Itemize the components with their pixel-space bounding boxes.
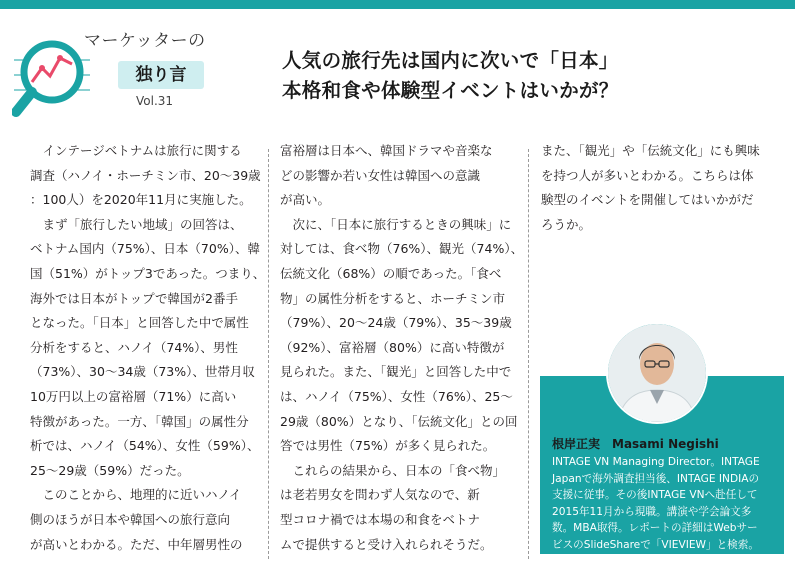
text-line: 次に、「日本に旅行するときの興味」に [280,216,512,232]
top-accent-bar [0,0,795,9]
text-line: 側のほうが日本や韓国への旅行意向 [30,511,231,527]
text-line: が高い。 [280,192,331,208]
headline-line: 人気の旅行先は国内に次いで「日本」 [282,49,619,72]
text-line: まず「旅行したい地域」の回答は、 [30,216,243,232]
article-column-1 [30,139,266,557]
author-photo [606,322,708,424]
headline-line: 本格和食や体験型イベントはいかが？ [282,79,619,102]
series-title: マーケッターの [84,31,206,51]
text-line: 特徴があった。一方、「韓国」の属性分 [30,413,249,429]
text-line: は、ハノイ（75%）、女性（76%）、25〜 [280,388,513,404]
text-line: 国（51%）がトップ3であった。つまり、 [30,265,266,281]
bio-line: INTAGE VN Managing Director。INTAGE [552,456,760,468]
text-line: を持つ人が多いとわかる。こちらは体 [541,167,754,183]
text-line: となった。「日本」と回答した中で属性 [30,315,249,331]
article-column-3 [541,139,781,237]
text-line: 富裕層は日本へ、韓国ドラマや音楽な [280,143,493,158]
text-line: ろうか。 [541,216,592,232]
bio-line: 数。MBA取得。レポートの詳細はWebサー [552,522,758,534]
author-silhouette-icon [608,324,706,422]
text-line: これらの結果から、日本の「食べ物」 [280,462,506,478]
text-line: 型コロナ禍では本場の和食をベトナ [280,511,481,527]
text-line: 10万円以上の富裕層（71%）に高い [30,388,237,404]
text-line: インテージベトナムは旅行に関する [30,143,242,158]
text-line: どの影響か若い女性は韓国への意識 [280,167,481,183]
text-line: 29歳（80%）となり、「伝統文化」との回 [280,413,518,429]
article-column-2 [280,139,524,557]
column-divider [528,149,529,559]
text-line: 25〜29歳（59%）だった。 [30,462,190,478]
text-line: （79%）、20〜24歳（79%）、35〜39歳 [280,315,512,331]
text-line: ベトナム国内（75%）、日本（70%）、韓 [30,241,260,257]
text-line: 海外では日本がトップで韓国が2番手 [30,290,238,306]
author-bio [552,454,778,553]
text-line: 物」の属性分析をすると、ホーチミン市 [280,290,506,306]
text-line: また、「観光」や「伝統文化」にも興味 [541,143,760,158]
bio-line: ビスのSlideShareで「VIEVIEW」と検索。 [552,538,759,551]
text-line: 対しては、食べ物（76%）、観光（74%）、 [280,241,524,257]
bio-line: 2015年11月から現職。講演や学会論文多 [552,505,752,518]
text-line: 答では男性（75%）が多く見られた。 [280,438,496,454]
text-line: ムで提供すると受け入れられそうだ。 [280,536,493,552]
headline [282,46,782,106]
series-tag: 独り言 [118,61,204,89]
text-line: 伝統文化（68%）の順であった。「食べ [280,265,502,281]
text-line: ：100人）を2020年11月に実施した。 [30,192,252,208]
text-line: 析では、ハノイ（54%）、女性（59%）、 [30,438,260,454]
bio-line: Japanで海外調査担当後、INTAGE INDIAの [552,472,760,485]
column-divider [268,149,269,559]
text-line: 分析をすると、ハノイ（74%）、男性 [30,339,238,355]
text-line: （73%）、30〜34歳（73%）、世帯月収 [30,364,255,380]
text-line: （92%）、富裕層（80%）に高い特徴が [280,339,505,355]
text-line: は老若男女を問わず人気なので、新 [280,487,480,503]
volume-number: Vol.31 [136,94,174,108]
text-line: 見られた。また、「観光」と回答した中で [280,364,512,380]
author-name: 根岸正実 Masami Negishi [552,437,719,451]
text-line: 験型のイベントを開催してはいかがだ [541,192,754,208]
text-line: が高いとわかる。ただ、中年層男性の [30,536,243,552]
text-line: 調査（ハノイ・ホーチミン市、20〜39歳 [30,167,261,183]
bio-line: 支援に従事。その後INTAGE VNへ赴任して [552,489,758,501]
text-line: このことから、地理的に近いハノイ [30,487,242,503]
